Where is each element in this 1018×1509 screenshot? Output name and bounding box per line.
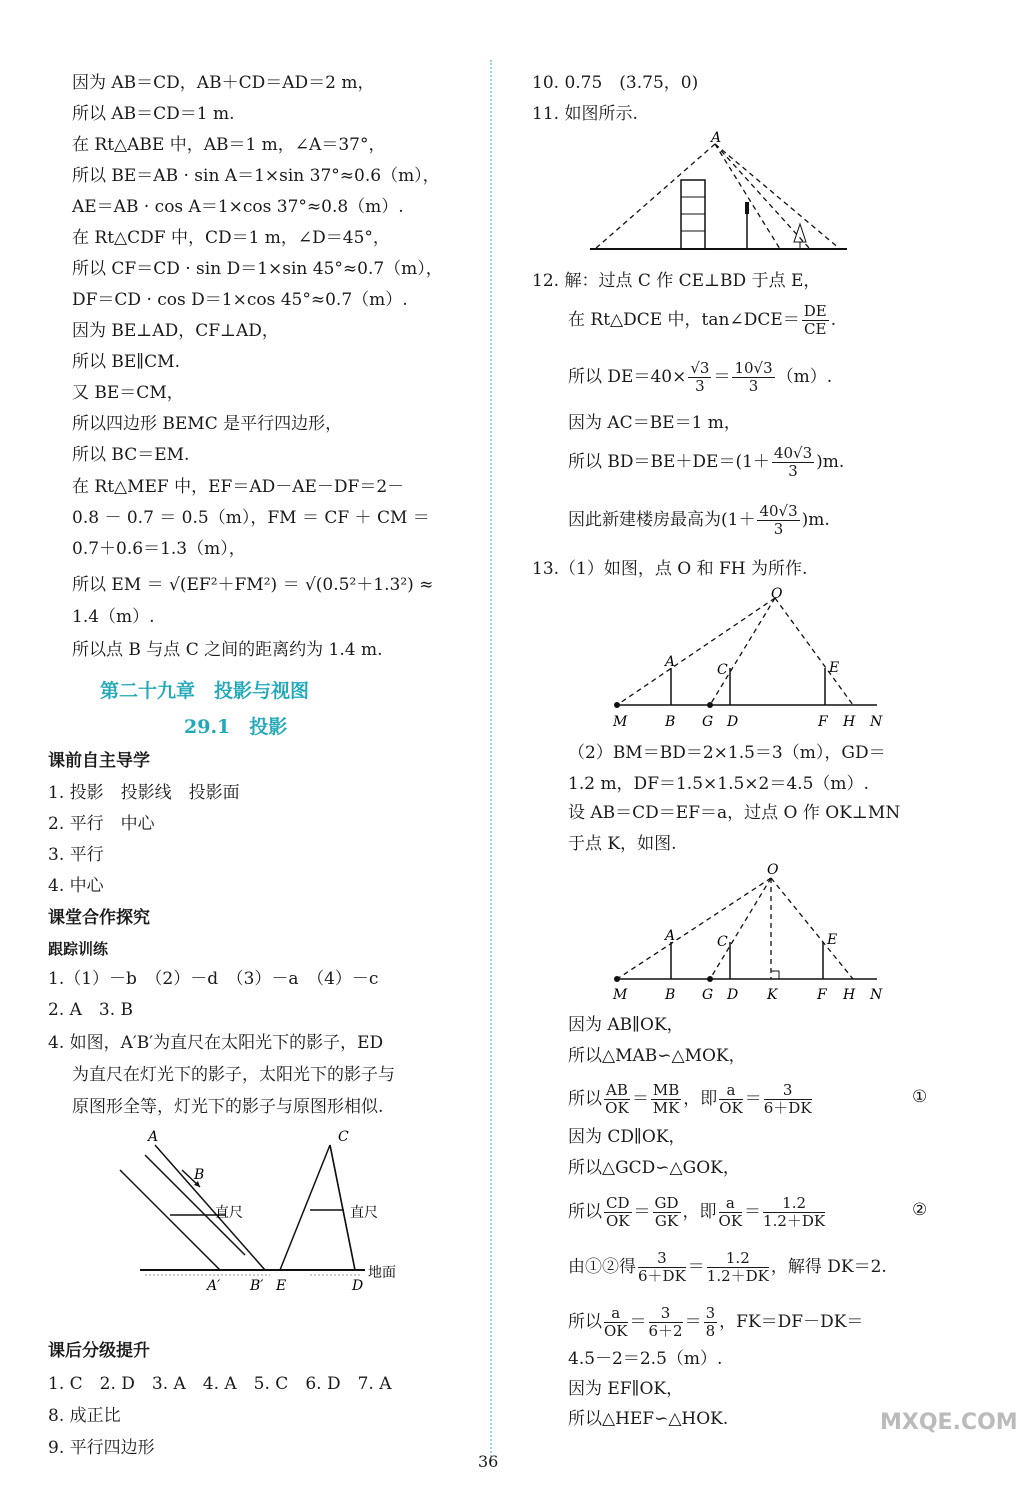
- watermark: MXQE.COM: [880, 1410, 1018, 1435]
- numerator: √3: [690, 359, 710, 377]
- denominator: 3: [773, 520, 784, 538]
- text-line: 因为 BE⊥AD，CF⊥AD，: [72, 321, 279, 341]
- text: )m.: [816, 452, 845, 472]
- text: 所以: [568, 1089, 602, 1109]
- numerator: 40√3: [773, 444, 813, 462]
- figure-q13-1: [605, 588, 895, 733]
- label-N: N: [870, 714, 883, 730]
- denominator: 6＋2: [648, 1322, 683, 1340]
- numerator: GD: [654, 1194, 679, 1212]
- fraction: [764, 1082, 812, 1117]
- text-line: 0.8 － 0.7 ＝ 0.5（m），FM ＝ CF ＋ CM ＝: [72, 508, 430, 528]
- fraction: [649, 1305, 683, 1340]
- answer-line: 为直尺在灯光下的影子，太阳光下的影子与: [72, 1065, 395, 1085]
- label-N: N: [870, 987, 883, 1003]
- numerator: AB: [606, 1081, 628, 1099]
- text-line: 所以 EM ＝ √(EF²＋FM²) ＝ √(0.5²＋1.3²) ≈: [72, 575, 434, 595]
- label-A: A: [148, 1129, 159, 1145]
- text-line: 又 BE＝CM，: [72, 383, 184, 403]
- answer-line: 所以△HEF∽△HOK.: [568, 1409, 729, 1429]
- numerator: 3: [638, 1250, 686, 1268]
- answer-line: 11. 如图所示.: [532, 104, 638, 124]
- text-line: 1.4（m）.: [72, 607, 155, 627]
- label-A: A: [665, 928, 676, 944]
- denominator: 1.2＋DK: [706, 1267, 769, 1285]
- fraction: [604, 1195, 632, 1230]
- label-C: C: [717, 662, 728, 678]
- text: ＝: [713, 367, 731, 387]
- text-line: 所以 BC＝EM.: [72, 445, 190, 465]
- denominator: 3: [695, 377, 705, 395]
- answer-line: 因为 CD∥OK，: [568, 1127, 686, 1147]
- formula-line: [568, 1195, 827, 1230]
- numerator: 40√3: [759, 502, 798, 520]
- equation-marker: ②: [912, 1200, 928, 1220]
- formula-line: [568, 360, 832, 395]
- denominator: 3: [788, 462, 798, 480]
- formula-line: [568, 1082, 814, 1117]
- label-O: O: [767, 862, 779, 878]
- equation-marker: ①: [912, 1087, 928, 1107]
- answer-line: 原图形全等，灯光下的影子与原图形相似.: [72, 1097, 384, 1117]
- fraction: [704, 1305, 718, 1340]
- text-line: AE＝AB · cos A＝1×cos 37°≈0.8（m）.: [72, 197, 404, 217]
- numerator: DE: [803, 302, 827, 320]
- text: 由①②得: [568, 1257, 636, 1277]
- text: 所以: [568, 1312, 602, 1332]
- label-C: C: [338, 1129, 349, 1145]
- numerator: CD: [606, 1194, 630, 1212]
- label-E: E: [829, 660, 840, 676]
- fraction: [653, 1195, 681, 1230]
- answer-line: 设 AB＝CD＝EF＝a，过点 O 作 OK⊥MN: [568, 803, 901, 823]
- text: ＝: [633, 1202, 651, 1222]
- text: )m.: [801, 510, 830, 530]
- text-line: 所以 BE＝AB · sin A＝1×sin 37°≈0.6（m），: [72, 166, 440, 186]
- text: ，FK＝DF－DK＝: [719, 1312, 864, 1332]
- denominator: OK: [718, 1212, 743, 1230]
- answer-line: 因为 EF∥OK，: [568, 1379, 684, 1399]
- denominator: GK: [654, 1212, 679, 1230]
- fraction: [802, 303, 829, 338]
- numerator: a: [719, 1195, 743, 1213]
- text-line: 在 Rt△MEF 中，EF＝AD－AE－DF＝2－: [72, 477, 405, 497]
- text: （m）.: [776, 367, 833, 387]
- label-B-prime: B′: [250, 1278, 264, 1294]
- text: ，解得 DK＝2.: [770, 1257, 887, 1277]
- text-line: 所以 BE∥CM.: [72, 352, 180, 372]
- label-B: B: [665, 714, 676, 730]
- label-H: H: [843, 987, 856, 1003]
- text-line: 0.7＋0.6＝1.3（m），: [72, 539, 246, 559]
- label-ruler: 直尺: [350, 1205, 378, 1221]
- numerator: 3: [705, 1304, 716, 1322]
- label-E: E: [276, 1278, 287, 1294]
- label-G: G: [702, 714, 714, 730]
- label-M: M: [613, 714, 628, 730]
- answer-line: 1. C 2. D 3. A 4. A 5. C 6. D 7. A: [48, 1374, 392, 1394]
- answer-line: 3. 平行: [48, 845, 104, 865]
- text: ＝: [687, 1257, 705, 1277]
- denominator: OK: [606, 1212, 630, 1230]
- answer-line: 于点 K，如图.: [568, 834, 677, 854]
- fraction: [719, 1082, 743, 1117]
- after-class-heading: 课后分级提升: [48, 1341, 150, 1361]
- numerator: 3: [764, 1082, 812, 1100]
- answer-line: 所以△MAB∽△MOK，: [568, 1046, 746, 1066]
- text-line: 所以四边形 BEMC 是平行四边形，: [72, 414, 343, 434]
- denominator: 6＋DK: [763, 1099, 812, 1117]
- answer-line: 10. 0.75 (3.75，0): [532, 73, 699, 93]
- label-B: B: [194, 1167, 205, 1183]
- formula-line: [568, 445, 844, 480]
- label-H: H: [843, 714, 856, 730]
- fraction: [757, 503, 799, 538]
- denominator: 8: [705, 1322, 716, 1340]
- answer-line: 所以△GCD∽△GOK，: [568, 1158, 740, 1178]
- label-F: F: [818, 714, 828, 730]
- formula-line: 在 Rt△DCE 中，tan∠DCE＝ $\frac{DE}{CE}$ .: [568, 302, 837, 338]
- text: ＝: [631, 1089, 649, 1109]
- numerator: 10√3: [734, 359, 773, 377]
- fraction: [772, 445, 814, 480]
- figure-q11: [585, 132, 855, 257]
- answer-line: 9. 平行四边形: [48, 1438, 155, 1458]
- fraction: [719, 1195, 743, 1230]
- denominator: OK: [604, 1322, 628, 1340]
- text-line: 所以点 B 与点 C 之间的距离约为 1.4 m.: [72, 640, 383, 660]
- label-F: F: [817, 987, 827, 1003]
- answer-line: 4.5－2＝2.5（m）.: [568, 1349, 723, 1369]
- label-ground: 地面: [368, 1265, 396, 1281]
- figure-ruler-shadow: [110, 1125, 440, 1300]
- answer-line: 2. A 3. B: [48, 1000, 134, 1020]
- answer-line: 12. 解：过点 C 作 CE⊥BD 于点 E，: [532, 271, 821, 291]
- text-line: 在 Rt△ABE 中，AB＝1 m，∠A＝37°，: [72, 135, 386, 155]
- label-A: A: [665, 654, 676, 670]
- text: 所以: [568, 1202, 602, 1222]
- text: ＝: [629, 1312, 647, 1332]
- answer-line: 1.（1）－b （2）－d （3）－a （4）－c: [48, 969, 379, 989]
- label-D: D: [727, 987, 739, 1003]
- label-G: G: [702, 987, 714, 1003]
- text-line: 所以 CF＝CD · sin D＝1×sin 45°≈0.7（m），: [72, 259, 443, 279]
- in-class-heading: 课堂合作探究: [48, 908, 150, 928]
- fraction: [604, 1305, 628, 1340]
- text-line: 因为 AB＝CD，AB＋CD＝AD＝2 m，: [72, 73, 375, 93]
- fraction: [651, 1082, 681, 1117]
- text: 在 Rt△DCE 中，tan∠DCE＝: [568, 310, 800, 330]
- denominator: OK: [605, 1099, 629, 1117]
- answer-line: 2. 平行 中心: [48, 814, 155, 834]
- fraction: [707, 1250, 769, 1285]
- text: 因此新建楼房最高为(1＋: [568, 510, 756, 530]
- numerator: 1.2: [763, 1195, 825, 1213]
- section-title: 29.1 投影: [184, 716, 288, 738]
- answer-line: 因为 AB∥OK，: [568, 1015, 684, 1035]
- denominator: 3: [748, 377, 759, 395]
- text: ＝: [744, 1089, 762, 1109]
- text-line: DF＝CD · cos D＝1×cos 45°≈0.7（m）.: [72, 290, 408, 310]
- label-D: D: [352, 1278, 364, 1294]
- answer-line: 1. 投影 投影线 投影面: [48, 783, 240, 803]
- answer-line: 13.（1）如图，点 O 和 FH 为所作.: [532, 559, 808, 579]
- numerator: a: [604, 1305, 628, 1323]
- text-line: 在 Rt△CDF 中，CD＝1 m，∠D＝45°，: [72, 228, 390, 248]
- formula-line: [568, 1305, 863, 1340]
- numerator: 1.2: [707, 1250, 769, 1268]
- label-E: E: [827, 932, 838, 948]
- text: 所以 BD＝BE＋DE＝(1＋: [568, 452, 770, 472]
- fraction: [604, 1082, 630, 1117]
- denominator: 1.2＋DK: [763, 1212, 826, 1230]
- numerator: 3: [649, 1305, 683, 1323]
- fraction: [638, 1250, 686, 1285]
- label-C: C: [717, 934, 728, 950]
- label-O: O: [771, 586, 783, 602]
- page-number: 36: [478, 1452, 499, 1471]
- formula-line: [568, 503, 830, 538]
- answer-line: 因为 AC＝BE＝1 m，: [568, 413, 741, 433]
- chapter-title: 第二十九章 投影与视图: [100, 680, 310, 702]
- formula-line: [568, 1250, 887, 1285]
- answer-line: 8. 成正比: [48, 1406, 121, 1426]
- label-M: M: [613, 987, 628, 1003]
- label-A-prime: A′: [207, 1278, 221, 1294]
- answer-line: 1.2 m，DF＝1.5×1.5×2＝4.5（m）.: [568, 774, 869, 794]
- text-line: 所以 AB＝CD＝1 m.: [72, 104, 235, 124]
- figure-q13-2: [605, 860, 895, 1005]
- fraction: [688, 360, 711, 395]
- answer-line: 4. 中心: [48, 876, 104, 896]
- column-divider: [490, 60, 492, 1460]
- text: ，即: [682, 1202, 717, 1222]
- text: ＝: [744, 1202, 762, 1222]
- pre-class-heading: 课前自主导学: [48, 751, 150, 771]
- label-A: A: [711, 130, 722, 146]
- label-ruler: 直尺: [215, 1205, 243, 1221]
- label-D: D: [727, 714, 739, 730]
- numerator: a: [719, 1082, 743, 1100]
- answer-line: 4. 如图，A′B′为直尺在太阳光下的影子，ED: [48, 1033, 384, 1053]
- fraction: [732, 360, 774, 395]
- text: ＝: [684, 1312, 702, 1332]
- fraction: [763, 1195, 825, 1230]
- tracking-heading: 跟踪训练: [48, 940, 109, 958]
- denominator: CE: [804, 320, 827, 338]
- answer-line: （2）BM＝BD＝2×1.5＝3（m），GD＝: [568, 743, 886, 763]
- label-B: B: [665, 987, 676, 1003]
- label-K: K: [767, 987, 778, 1003]
- denominator: MK: [652, 1099, 680, 1117]
- text: ，即: [683, 1089, 718, 1109]
- denominator: OK: [719, 1099, 743, 1117]
- denominator: 6＋DK: [638, 1267, 686, 1285]
- numerator: MB: [652, 1081, 680, 1099]
- text: 所以 DE＝40×: [568, 367, 687, 387]
